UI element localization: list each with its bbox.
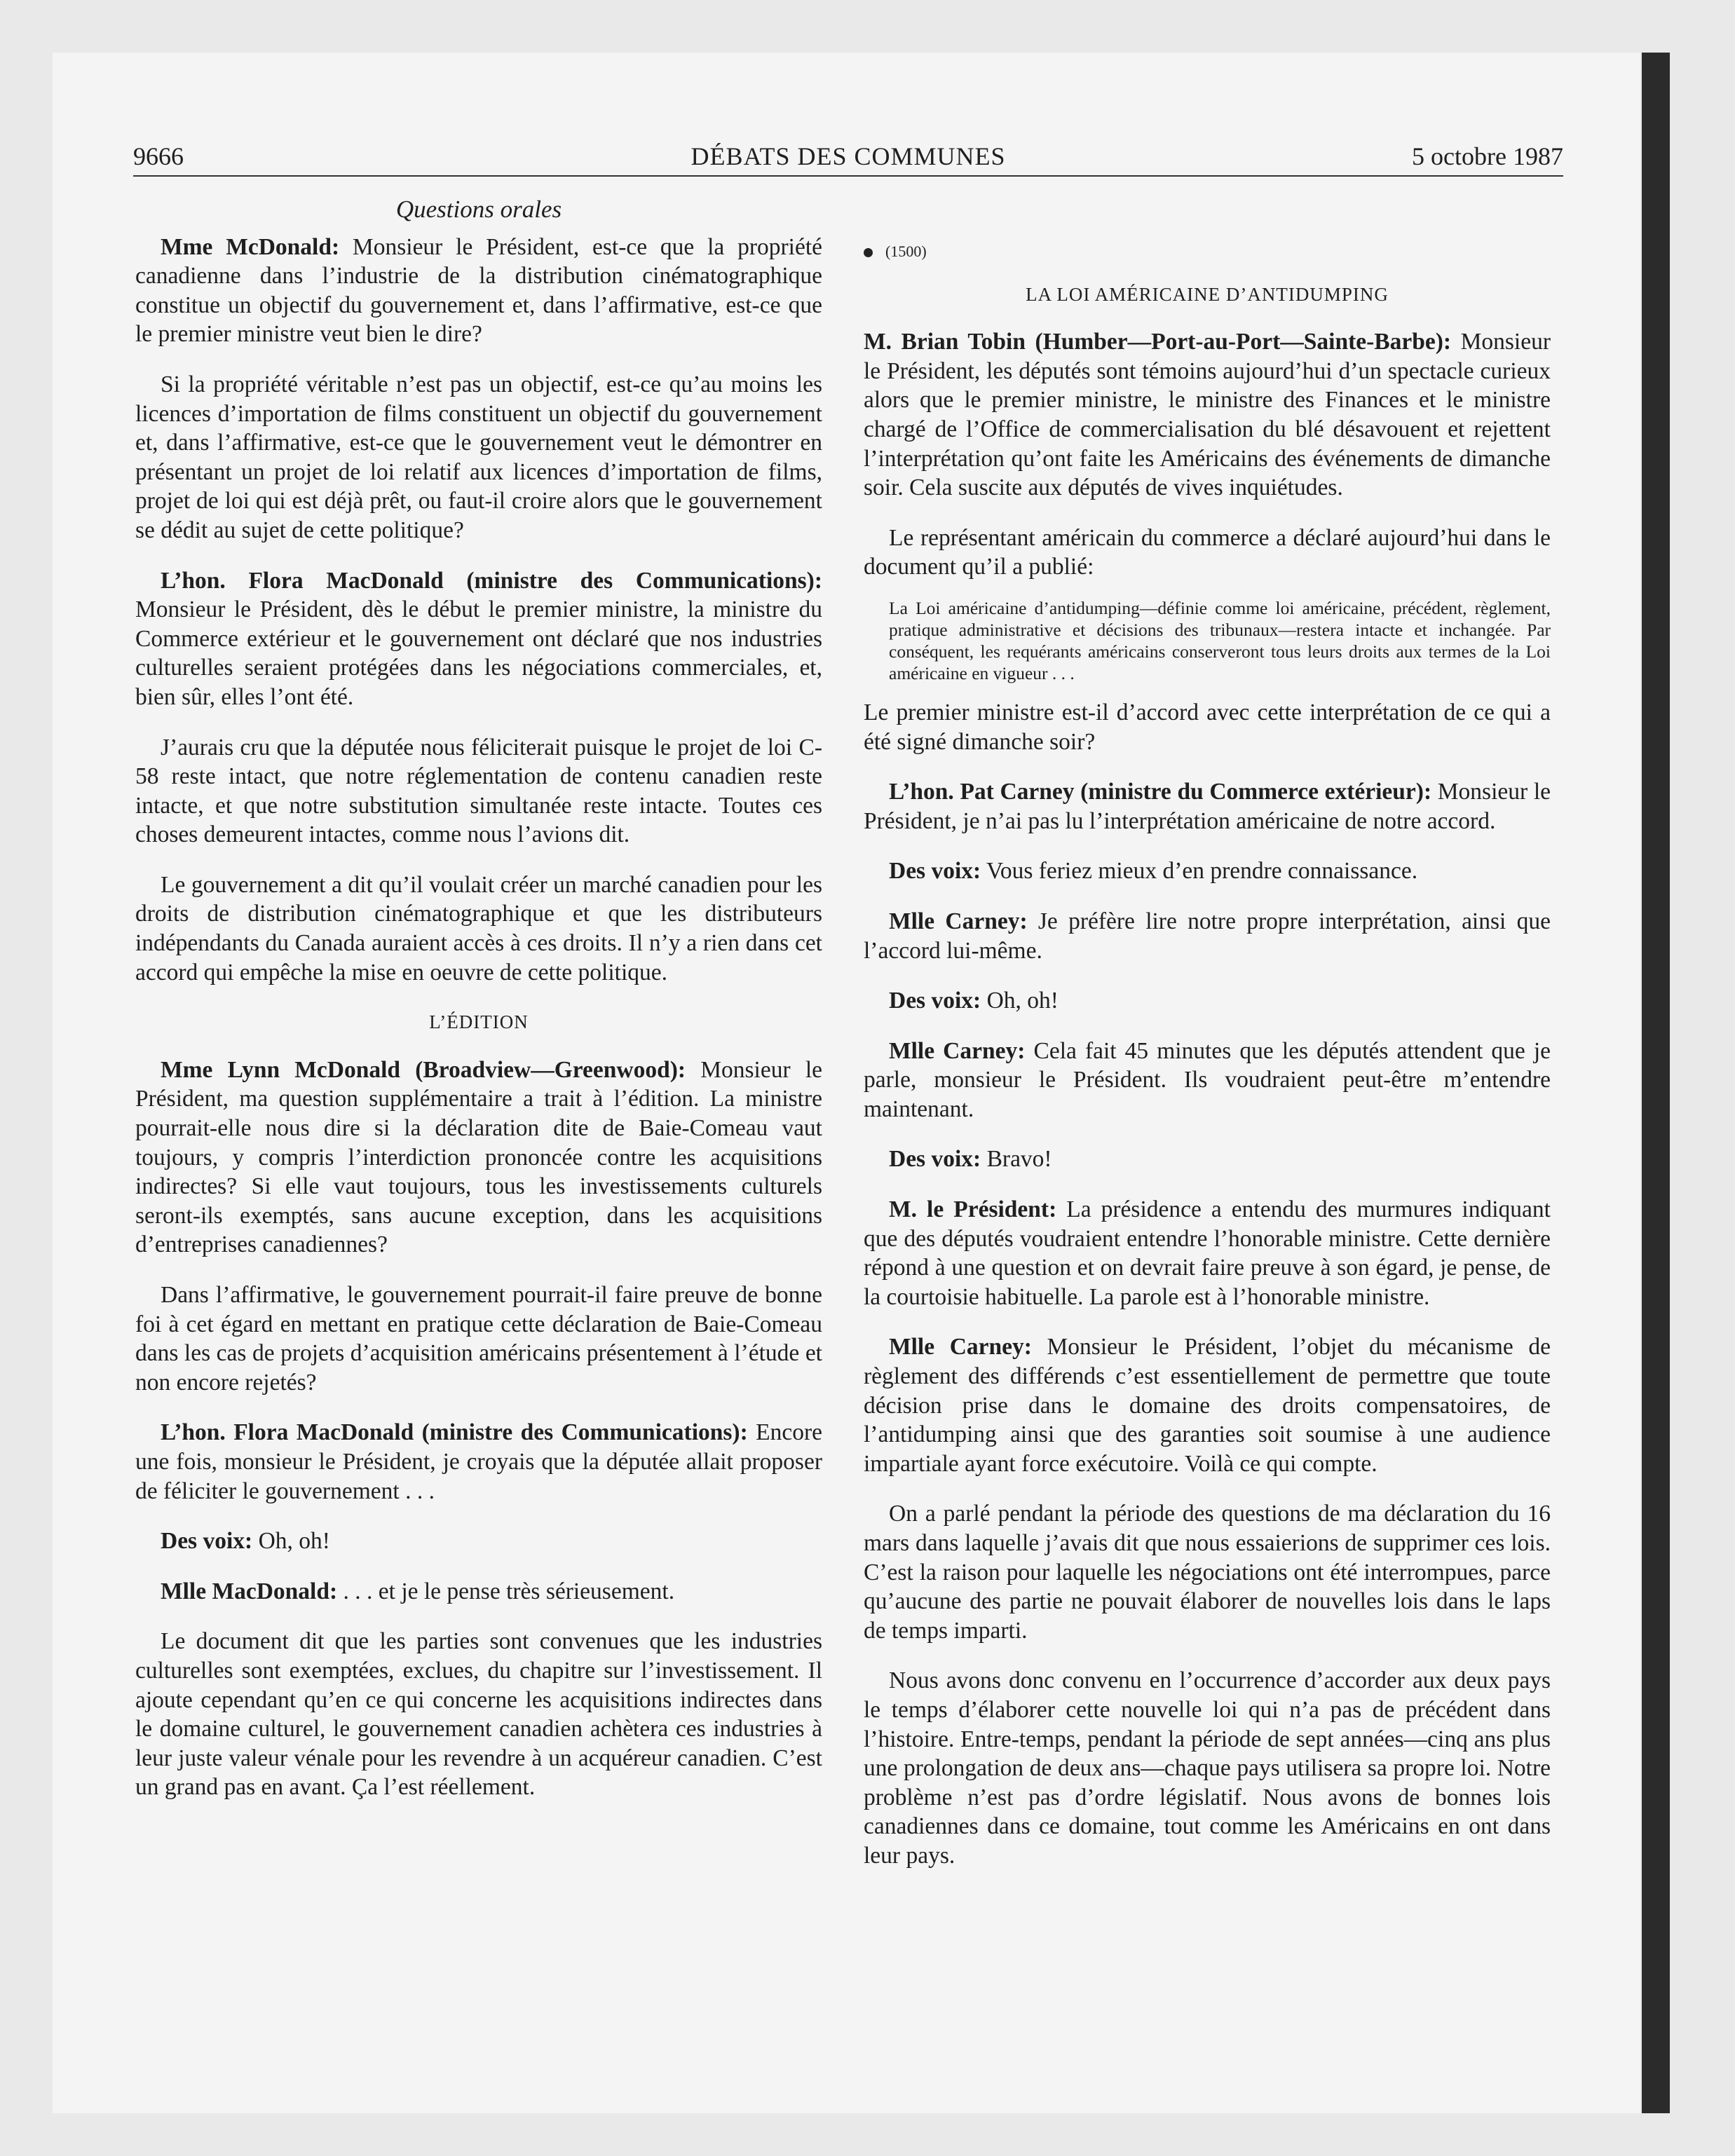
quoted-document: La Loi américaine d’antidumping—définie comme loi américaine, précédent, règlement, pratique administrative et décisions des tribunaux—restera intacte et inchangée. Par conséquent, les requérants américains conserveront tous leurs droits aux termes de la Loi américaine en vigueur . . . xyxy=(889,597,1551,683)
speaker-name: Mlle MacDonald: xyxy=(161,1578,338,1604)
speaker-name: Des voix: xyxy=(161,1528,253,1555)
paragraph xyxy=(864,986,1551,1016)
paragraph: Nous avons donc convenu en l’occurrence d’accorder aux deux pays le temps d’élaborer cette nouvelle loi qui n’a pas de précédent dans l’histoire. Entre-temps, pendant la période de sept années—cinq ans plus une prolongation de deux ans—chaque pays utilisera sa propre loi. Notre problème n’est pas d’ordre législatif. Nous avons de bonnes lois canadiennes dans ce domaine, tout comme les Américains en ont dans leur pays. xyxy=(864,1667,1551,1869)
speech-text: La présidence a entendu des murmures indiquant que des députés voudraient entendre l’honorable ministre. Cette dernière répond à une question et on devrait faire preuve à son égard, je pense, de la courtoisie habituelle. La parole est à l’honorable ministre. xyxy=(864,1196,1551,1310)
paragraph xyxy=(864,777,1551,835)
journal-title: DÉBATS DES COMMUNES xyxy=(690,142,1006,170)
bullet-icon xyxy=(864,248,873,257)
speech-text: Bravo! xyxy=(981,1146,1052,1173)
speaker-name: L’hon. Flora MacDonald (ministre des Communications): xyxy=(161,567,822,594)
speech-text: Monsieur le Président, est-ce que la propriété canadienne dans l’industrie de la distribution cinématographique constitue un objectif du gouvernement et, dans l’affirmative, est-ce que le premier ministre veut bien le dire? xyxy=(135,233,822,348)
paragraph: Le représentant américain du commerce a déclaré aujourd’hui dans le document qu’il a publié: xyxy=(864,524,1551,580)
paragraph xyxy=(864,907,1551,965)
paragraph xyxy=(864,1195,1551,1311)
paragraph xyxy=(864,1037,1551,1124)
left-column xyxy=(135,188,822,1823)
speaker-name: M. le Président: xyxy=(889,1196,1057,1223)
paragraph xyxy=(135,566,822,712)
paragraph xyxy=(864,327,1551,503)
issue-date: 5 octobre 1987 xyxy=(1412,142,1563,170)
speaker-name: Mme McDonald: xyxy=(161,233,340,260)
paragraph: On a parlé pendant la période des questions de ma déclaration du 16 mars dans laquelle j’avais dit que nous essaierions de supprimer ces lois. C’est la raison pour laquelle les négociations ont été interrompues, parce qu’aucune des partie ne pouvait élaborer de nouvelles lois dans le laps de temps imparti. xyxy=(864,1501,1551,1644)
paragraph xyxy=(864,857,1551,886)
section-title-questions-orales: Questions orales xyxy=(395,196,562,223)
speaker-name: L’hon. Flora MacDonald (ministre des Communications): xyxy=(161,1419,748,1446)
paragraph xyxy=(135,1056,822,1260)
paragraph xyxy=(864,1332,1551,1478)
page-header xyxy=(133,137,1563,177)
speech-text: Monsieur le Président, ma question supplémentaire a trait à l’édition. La ministre pourrait-elle nous dire si la déclaration dite de Baie-Comeau vaut toujours, y compris l’interdiction prononcée contre les acquisitions indirectes? Si elle vaut toujours, tous les investissements culturels seront-ils exemptés, sans aucune exception, dans les acquisitions d’entreprises canadiennes? xyxy=(135,1056,822,1258)
speech-text: Oh, oh! xyxy=(252,1528,330,1555)
speaker-name: Des voix: xyxy=(889,1146,981,1173)
right-column xyxy=(864,188,1551,1892)
paragraph xyxy=(135,1527,822,1556)
paragraph: Le document dit que les parties sont convenues que les industries culturelles sont exemptées, exclues, du chapitre sur l’investissement. Il ajoute cependant qu’en ce qui concerne les acquisitions indirectes dans le domaine culturel, le gouvernement canadien achètera ces industries à leur juste valeur vénale pour les revendre à un acquéreur canadien. C’est un grand pas en avant. Ça l’est réellement. xyxy=(135,1628,822,1801)
paragraph: Si la propriété véritable n’est pas un objectif, est-ce qu’au moins les licences d’importation de films constituent un objectif du gouvernement et, dans l’affirmative, est-ce que le gouvernement veut le démontrer en présentant un projet de loi relatif aux licences d’importation de films, projet de loi qui est déjà prêt, ou faut-il croire alors que le gouvernement se dédit au sujet de cette politique? xyxy=(135,371,822,543)
paragraph: Le gouvernement a dit qu’il voulait créer un marché canadien pour les droits de distribution cinématographique et que les distributeurs indépendants du Canada auraient accès à ces droits. Il n’y a rien dans cet accord qui empêche la mise en oeuvre de cette politique. xyxy=(135,871,822,985)
timestamp-text: (1500) xyxy=(885,243,927,260)
speaker-name: Mlle Carney: xyxy=(889,908,1028,934)
speaker-name: Des voix: xyxy=(889,858,981,885)
section-title-antidumping: LA LOI AMÉRICAINE D’ANTIDUMPING xyxy=(1026,283,1389,305)
paragraph: J’aurais cru que la députée nous féliciterait puisque le projet de loi C-58 reste intact, que notre réglementation de contenu canadien reste intacte, et que notre substitution simultanée reste intacte. Toutes ces choses demeurent intactes, comme nous l’avions dit. xyxy=(135,734,822,848)
speaker-name: Mlle Carney: xyxy=(889,1334,1032,1360)
speech-text: Monsieur le Président, je n’ai pas lu l’interprétation américaine de notre accord. xyxy=(864,779,1551,834)
speech-text: Je préfère lire notre propre interprétation, ainsi que l’accord lui-même. xyxy=(864,908,1551,964)
speech-text: Monsieur le Président, l’objet du mécanisme de règlement des différends c’est essentiellement de permettre que toute décision prise dans le domaine des droits compensatoires, de l’antidumping ainsi que des garanties soit soumise à une audience impartiale ayant force exécutoire. Voilà ce qui compte. xyxy=(864,1334,1551,1477)
speaker-name: Des voix: xyxy=(889,988,981,1014)
paragraph: Dans l’affirmative, le gouvernement pourrait-il faire preuve de bonne foi à cet égard en mettant en pratique cette déclaration de Baie-Comeau dans les cas de projets d’acquisition américains présentement à l’étude et non encore rejetés? xyxy=(135,1282,822,1396)
section-title-edition: L’ÉDITION xyxy=(429,1011,529,1033)
speech-text: Vous feriez mieux d’en prendre connaissance. xyxy=(981,858,1418,885)
timestamp-marker xyxy=(864,237,1551,266)
scan-edge-bar xyxy=(1642,53,1670,2113)
speech-text: Cela fait 45 minutes que les députés attendent que je parle, monsieur le Président. Ils voudraient peut-être m’entendre maintenant. xyxy=(864,1037,1551,1122)
paragraph: Le premier ministre est-il d’accord avec cette interprétation de ce qui a été signé dimanche soir? xyxy=(864,699,1551,755)
paragraph xyxy=(864,1145,1551,1174)
speech-text: Oh, oh! xyxy=(981,988,1059,1014)
speech-text: . . . et je le pense très sérieusement. xyxy=(337,1578,675,1604)
speaker-name: Mme Lynn McDonald (Broadview—Greenwood): xyxy=(161,1056,686,1083)
speech-text: Monsieur le Président, dès le début le premier ministre, la ministre du Commerce extérieur et le gouvernement ont déclaré que nos industries culturelles seraient protégées dans les négociations commerciales, et, bien sûr, elles l’ont été. xyxy=(135,596,822,710)
speech-text: Encore une fois, monsieur le Président, je croyais que la députée allait proposer de féliciter le gouvernement . . . xyxy=(135,1419,823,1504)
speaker-name: Mlle Carney: xyxy=(889,1037,1026,1064)
speech-text: Monsieur le Président, les députés sont témoins aujourd’hui d’un spectacle curieux alors que le premier ministre, le ministre des Finances et le ministre chargé de l’Office de commercialisation du blé désavouent et rejettent l’interprétation qu’ont faite les Américains des événements de dimanche soir. Cela suscite aux députés de vives inquiétudes. xyxy=(864,329,1551,501)
speaker-name: L’hon. Pat Carney (ministre du Commerce extérieur): xyxy=(889,779,1432,805)
paragraph xyxy=(135,1418,822,1506)
speaker-name: M. Brian Tobin (Humber—Port-au-Port—Sainte-Barbe): xyxy=(864,329,1452,355)
paragraph xyxy=(135,233,822,349)
paragraph xyxy=(135,1577,822,1606)
page-number: 9666 xyxy=(133,142,184,170)
